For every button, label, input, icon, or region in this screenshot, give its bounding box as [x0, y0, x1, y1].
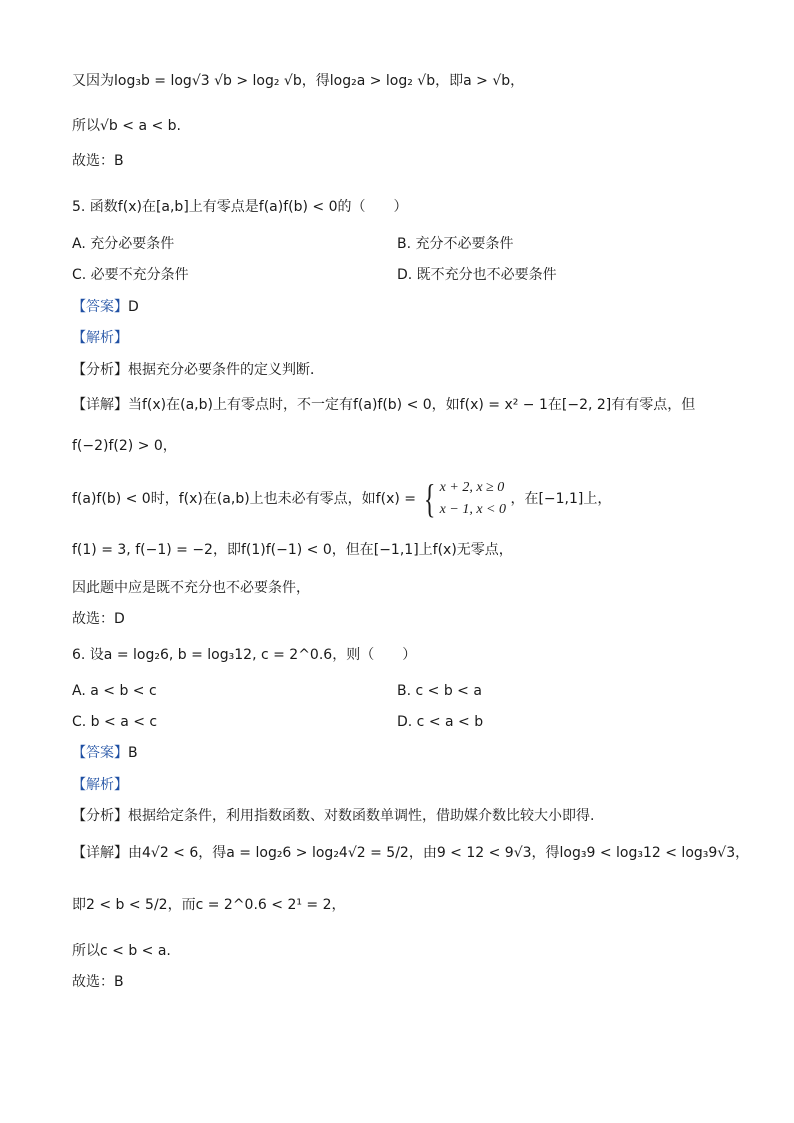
- text-line: f(1) = 3, f(−1) = −2，即f(1)f(−1) < 0，但在[−1,1]上f(x)无零点，: [72, 542, 513, 558]
- text-line: 故选：D: [72, 611, 125, 627]
- answer-tag: 【答案】: [72, 299, 128, 315]
- brace-symbol: {: [424, 476, 436, 521]
- option-d: D. c < a < b: [397, 714, 484, 730]
- option-c: C. 必要不充分条件: [72, 267, 189, 283]
- text-line: f(−2)f(2) > 0，: [72, 438, 177, 454]
- piecewise-post: ，在[−1,1]上，: [510, 491, 612, 507]
- piecewise-brace: [420, 477, 506, 521]
- analysis-line: [72, 360, 324, 380]
- text-line: 因此题中应是既不充分也不必要条件，: [72, 580, 310, 596]
- text-line: 所以c < b < a.: [72, 943, 171, 959]
- analysis-tag-line: [72, 775, 128, 795]
- answer-line: [72, 297, 139, 317]
- case-1: x + 2, x ≥ 0: [439, 480, 505, 495]
- option-a: A. a < b < c: [72, 683, 157, 699]
- analysis-tag: 【解析】: [72, 777, 128, 793]
- case-2: x − 1, x < 0: [439, 502, 506, 517]
- answer-value: B: [128, 745, 138, 761]
- piecewise-line: [72, 477, 611, 521]
- text-line: 又因为log₃b = log√3 √b > log₂ √b，得log₂a > log₂ √b，即a > √b，: [72, 73, 525, 89]
- answer-value: D: [128, 299, 139, 315]
- detail-line: [72, 395, 695, 415]
- analysis-tag-line: [72, 328, 128, 348]
- analysis-label: 【分析】: [72, 808, 128, 824]
- analysis-tag: 【解析】: [72, 330, 128, 346]
- analysis-text: 根据给定条件，利用指数函数、对数函数单调性，借助媒介数比较大小即得.: [128, 808, 595, 824]
- option-b: B. 充分不必要条件: [397, 236, 514, 252]
- text-line: 即2 < b < 5/2，而c = 2^0.6 < 2¹ = 2，: [72, 897, 346, 913]
- text-line: 所以√b < a < b.: [72, 118, 181, 134]
- analysis-line: [72, 806, 594, 826]
- detail-text: 由4√2 < 6，得a = log₂6 > log₂4√2 = 5/2，由9 < 12 < 9√3，得log₃9 < log₃12 < log₃9√3，: [128, 845, 750, 861]
- detail-label: 【详解】: [72, 397, 128, 413]
- text-line: 故选：B: [72, 974, 124, 990]
- analysis-text: 根据充分必要条件的定义判断．: [128, 362, 324, 378]
- option-d: D. 既不充分也不必要条件: [397, 267, 557, 283]
- question-5-stem: 5. 函数f(x)在[a,b]上有零点是f(a)f(b) < 0的（ ）: [72, 199, 408, 215]
- detail-label: 【详解】: [72, 845, 128, 861]
- question-6-stem: 6. 设a = log₂6, b = log₃12, c = 2^0.6，则（ ）: [72, 647, 417, 663]
- detail-text: 当f(x)在(a,b)上有零点时，不一定有f(a)f(b) < 0，如f(x) = x² − 1在[−2, 2]有有零点，但: [128, 397, 696, 413]
- answer-line: [72, 743, 138, 763]
- option-a: A. 充分必要条件: [72, 236, 175, 252]
- piecewise-pre: f(a)f(b) < 0时，f(x)在(a,b)上也未必有零点，如f(x) =: [72, 491, 417, 507]
- answer-tag: 【答案】: [72, 745, 128, 761]
- option-c: C. b < a < c: [72, 714, 158, 730]
- option-b: B. c < b < a: [397, 683, 482, 699]
- detail-line: [72, 843, 749, 863]
- piecewise-cases: [440, 477, 506, 521]
- analysis-label: 【分析】: [72, 362, 128, 378]
- text-line: 故选：B: [72, 153, 124, 169]
